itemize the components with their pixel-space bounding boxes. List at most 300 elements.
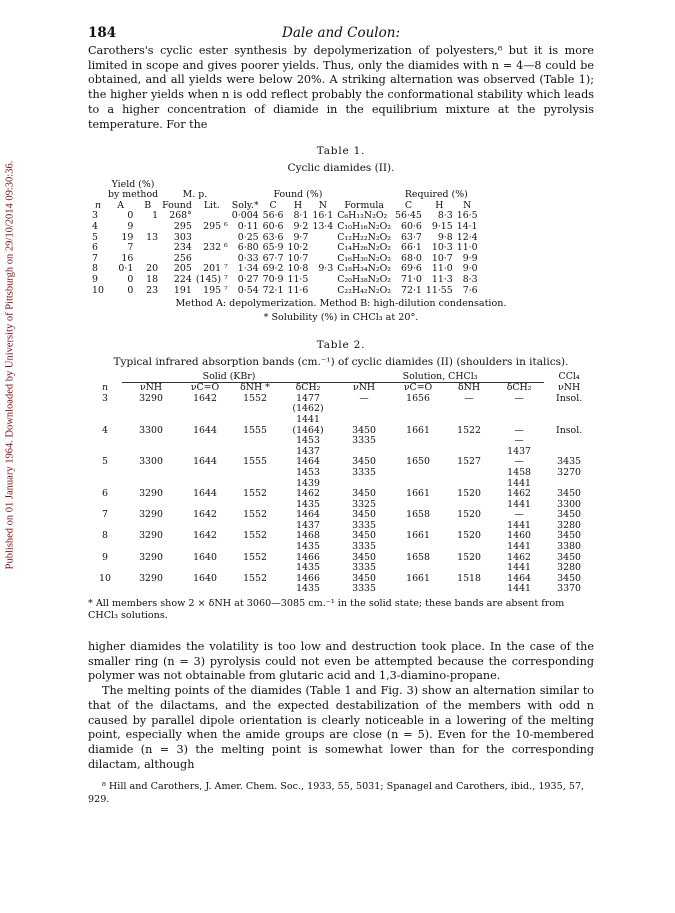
table2-cell-line: 1441 [296, 413, 320, 425]
table2-cell [280, 457, 336, 489]
table1-cell: 8·1 [293, 210, 309, 222]
table2-footnote: * All members show 2 × δNH at 3060—3085 cm.⁻¹ in the solid state; these bands are absent from CHCl₃ solutions. [88, 598, 565, 622]
col-header: Lit. [203, 199, 220, 211]
mp-header: M. p. [182, 189, 208, 201]
table1-cell: (145) ⁷ [195, 273, 228, 285]
table2-cell-line: — [514, 392, 524, 404]
table2-cell [336, 426, 392, 458]
table2-cell [336, 489, 392, 510]
table2-group-row [88, 372, 594, 383]
table2 [88, 372, 594, 595]
table1-cell: 205 [173, 263, 192, 275]
required-header: Required (%) [404, 189, 468, 201]
table2-cell [336, 553, 392, 574]
table2-cell: 1642 [193, 392, 217, 404]
table1-cell: 10·2 [287, 242, 309, 254]
table2-cell-line: 3280 [557, 519, 582, 531]
table2-row [88, 457, 594, 489]
table1-cell: 69·6 [401, 263, 422, 275]
table2-cell: 3290 [139, 551, 163, 563]
table2-cell: 1552 [243, 551, 267, 563]
table2-cell [336, 510, 392, 531]
table2-cell: 3 [102, 392, 108, 404]
table2-cell-line: 3335 [352, 435, 376, 447]
table2-cell-line: 3450 [352, 551, 376, 563]
table1-cell: 56·6 [262, 210, 284, 222]
table2-cell: 1552 [243, 392, 267, 404]
table1-cell: 9·9 [462, 252, 478, 264]
table1-cell: 20 [146, 263, 159, 275]
table2-cell-line: 1441 [507, 498, 531, 510]
table1-cell: 11·6 [287, 284, 309, 296]
table1-cell: 9·0 [462, 263, 478, 275]
table2-body [88, 394, 594, 595]
table2-cell: 3290 [139, 509, 163, 521]
table1-cell: 9·8 [437, 231, 453, 243]
col-header: νC=O [403, 382, 433, 394]
table1-cell: 9·3 [318, 263, 334, 275]
table1-cell: 5 [92, 231, 98, 243]
table1-cell: 60·6 [262, 221, 284, 232]
table1-cell: 7 [92, 252, 98, 264]
table2-cell: 1656 [406, 392, 430, 404]
table2-cell-line: 1441 [507, 541, 531, 553]
table2-row [88, 553, 594, 574]
table2-cell [544, 457, 594, 489]
table2-cell-line: 1460 [507, 530, 531, 542]
table1-cell: 72·1 [401, 284, 422, 296]
table1-cell: 16·5 [456, 210, 478, 222]
table2-cell: 3290 [139, 572, 163, 584]
table1-cell: 10·7 [287, 252, 309, 264]
table2-cell-line: — [514, 435, 524, 447]
table1-cell: 66·1 [401, 242, 422, 254]
table2-cell-line: — [514, 456, 524, 468]
table2-cell: 1640 [193, 551, 217, 563]
col-header: Formula [344, 199, 384, 211]
table1-cell: C₂₀H₃₈N₂O₂ [337, 273, 392, 285]
table1-cell [135, 243, 160, 254]
table2-cell: 4 [102, 424, 108, 436]
table2-cell-line: 1441 [507, 562, 531, 574]
table2-cell: 1555 [243, 456, 267, 468]
table2-cell: 1642 [193, 530, 217, 542]
table2-cell: 9 [102, 551, 108, 563]
table2-cell: 6 [102, 488, 108, 500]
table2-row [88, 574, 594, 595]
table2-cell [280, 553, 336, 574]
table1-cell: 0 [127, 210, 134, 222]
table2-cell: 8 [102, 530, 108, 542]
table2-cell-line: 1435 [296, 562, 320, 574]
table2-cell [494, 510, 544, 531]
table1-cell: 72·1 [262, 284, 284, 296]
table2-cell [544, 489, 594, 510]
table1-cell: 70·9 [262, 273, 284, 285]
table2-cell-line: 3335 [352, 466, 376, 478]
table1-cell [310, 275, 335, 286]
page-footnote: ⁸ Hill and Carothers, J. Amer. Chem. Soc., 1933, 55, 5031; Spanagel and Carothers, ibid., 1935, 57, 929. [88, 781, 585, 805]
table2-cell-line: — [359, 392, 369, 404]
table2-cell [544, 553, 594, 574]
table1-cell: C₂₂H₄₂N₂O₂ [337, 284, 392, 296]
table2-cell [336, 394, 392, 426]
table2-cell [336, 457, 392, 489]
table2-cell [280, 510, 336, 531]
table1-cell: C₁₀H₁₆N₂O₂ [337, 221, 392, 232]
table2-cell [544, 426, 594, 458]
table1-cell: 11·55 [425, 284, 453, 296]
table2-cell-line: 1453 [296, 466, 320, 478]
table1-label: Table 1. [316, 145, 366, 158]
table2-cell [494, 457, 544, 489]
table2-cell: 1661 [406, 488, 430, 500]
table2-cell-line: 1464 [296, 509, 320, 521]
table1-cell: C₁₄H₂₆N₂O₂ [337, 242, 392, 254]
table2-cell-line: 1458 [507, 466, 531, 478]
table1-cell: 195 ⁷ [203, 284, 228, 296]
table1-cell: 9·7 [293, 231, 309, 243]
table1-cell: 224 [173, 273, 192, 285]
table1-cell: 0·11 [237, 221, 259, 232]
table1-row [90, 286, 480, 297]
solution-group-header: Solution, CHCl₃ [336, 372, 544, 383]
table2-cell-line: 3300 [557, 498, 582, 510]
download-notice-text: Published on 01 January 1964. Downloaded by University of Pittsburgh on 29/10/2014 09:30:36. [4, 160, 16, 570]
table2-cell-line: (1462) [292, 403, 324, 415]
table2-cell [494, 553, 544, 574]
table2-label: Table 2. [316, 339, 366, 352]
table2-cell-line: 1462 [507, 488, 531, 500]
table2-cell-line: 1439 [296, 477, 320, 489]
download-notice [3, 105, 17, 625]
table1-cell: 234 [173, 242, 192, 254]
table1-cell: 13·4 [312, 221, 334, 232]
table1-cell: 0·54 [237, 284, 259, 296]
running-title: Dale and Coulon: [282, 25, 400, 41]
table2-cell-line: 3335 [352, 583, 376, 595]
table2-cell: 1644 [193, 424, 217, 436]
table2-cell: 3290 [139, 488, 163, 500]
table1-cell: 6·80 [237, 242, 259, 254]
table2-cell-line: 1462 [507, 551, 531, 563]
table2-cell [544, 531, 594, 552]
table1-cell: 63·6 [262, 231, 284, 243]
table1-cell: 11·3 [431, 273, 453, 285]
page-header [88, 26, 594, 44]
table1-cell: 295 [173, 221, 192, 232]
table1-cell: 9 [92, 273, 98, 285]
table1-cell: 14·1 [456, 221, 478, 232]
col-header: A [117, 199, 125, 211]
paragraph-melting-points: The melting points of the diamides (Table 1 and Fig. 3) show an alternation similar to that of the dilactams, and the expected destabilization of the members with odd n caused by parallel dipole orientation is clearly noticeable in a lowering of the melting point, especially when the amide groups are close (n = 5). Even for the 10-membered diamide (n = 3) the melting point is somewhat lower than for the corresponding dilactam, although [88, 684, 594, 771]
col-header: νNH [139, 382, 163, 394]
table2-cell: 3300 [139, 424, 163, 436]
table2-cell-line: 3450 [352, 488, 376, 500]
page-number: 184 [88, 25, 117, 41]
table2-cell-line: 3450 [352, 424, 376, 436]
table2-cell: 3290 [139, 530, 163, 542]
table2-cell-line: 3450 [352, 530, 376, 542]
col-header: C [269, 199, 277, 211]
table1-cell: 65·9 [262, 242, 284, 254]
table2-cell-line: — [514, 424, 524, 436]
col-header: δNH * [240, 382, 270, 394]
col-header: νNH [558, 381, 581, 393]
table2-cell-line: 1453 [296, 435, 320, 447]
table1-cell: 8·3 [437, 210, 453, 222]
table1-cell: 56·45 [395, 210, 422, 222]
table1-row [90, 275, 480, 286]
table2-cell-line: 1435 [296, 498, 320, 510]
col-header: δCH₂ [295, 382, 321, 394]
col-header: δCH₂ [506, 382, 532, 394]
table2-cell: 1658 [406, 551, 430, 563]
table1-method-note: Method A: depolymerization. Method B: high-dilution condensation. [175, 298, 507, 310]
table1-cell: 3 [92, 210, 98, 222]
table1-cell: 232 ⁶ [203, 242, 228, 254]
table2-cell: 7 [102, 509, 108, 521]
table1-solubility-note: * Solubility (%) in CHCl₃ at 20°. [263, 312, 419, 324]
yield-header: Yield (%) [111, 178, 155, 190]
ccl4-group-header: CCl₄ [558, 370, 580, 382]
table2-title: Typical infrared absorption bands (cm.⁻¹) of cyclic diamides (II) (shoulders in italics). [113, 355, 569, 368]
table2-cell [280, 531, 336, 552]
table1-cell: 19 [121, 231, 134, 243]
table2-cell-line: 1441 [507, 583, 531, 595]
table2-cell: 1555 [243, 424, 267, 436]
table2-cell-line: 3325 [352, 498, 376, 510]
table2-cell [280, 489, 336, 510]
table1-cell: 11·0 [431, 263, 453, 275]
table2-cell-line: Insol. [556, 392, 583, 404]
table2-cell: 1518 [457, 572, 481, 584]
table1-cell: 1 [152, 210, 159, 222]
table2-cell [494, 426, 544, 458]
table2-cell: 1661 [406, 424, 430, 436]
col-header: n [94, 199, 101, 211]
table2-cell-line: 3450 [557, 530, 582, 542]
table2-cell-line: 3435 [557, 456, 582, 468]
table1-cell: 69·2 [262, 263, 284, 275]
table2-cell-line: 3450 [557, 572, 582, 584]
paragraph-after-tables: higher diamides the volatility is too low and destruction took place. In the case of the smaller ring (n = 3) pyrolysis could not even be attempted because the corresponding polymer was not obtainable from glutaric acid and 1,3-diamino-propane. [88, 640, 594, 683]
table1-cell: 11·5 [287, 273, 309, 285]
col-header: Soly.* [231, 199, 259, 211]
table1-cell: C₁₂H₂₂N₂O₂ [337, 231, 392, 243]
table2-cell-line: 1437 [296, 519, 320, 531]
table2-cell: 1552 [243, 572, 267, 584]
table2-cell: 1527 [457, 456, 481, 468]
col-header: N [463, 199, 472, 211]
table1-cell: 0 [127, 273, 134, 285]
table2-cell: 1552 [243, 509, 267, 521]
table2-cell-line: 3450 [352, 572, 376, 584]
table2-cell-line: 1466 [296, 551, 320, 563]
col-header: νC=O [190, 382, 220, 394]
table2-cell: 1640 [193, 572, 217, 584]
table2-cell [544, 394, 594, 426]
table1 [90, 180, 480, 297]
table1-cell: 16 [121, 252, 134, 264]
table1-cell: 10·7 [431, 252, 453, 264]
table2-cell [544, 510, 594, 531]
table2-row [88, 510, 594, 531]
table2-cell [494, 489, 544, 510]
table2-cell-line: 3380 [557, 541, 582, 553]
table2-cell [336, 574, 392, 595]
solid-group-header: Solid (KBr) [122, 372, 336, 383]
table2-cell-line: 3450 [352, 509, 376, 521]
table1-row [90, 222, 480, 233]
table2-cell-line: 1437 [507, 445, 531, 457]
col-header: Found [162, 199, 192, 211]
table1-cell: 16·1 [312, 210, 334, 222]
table1-cell: 10·3 [431, 242, 453, 254]
table2-cell-line: 1441 [507, 477, 531, 489]
table1-cell: 67·7 [262, 252, 284, 264]
col-header: H [435, 199, 444, 211]
table2-cell [336, 531, 392, 552]
table1-cell: 9·2 [293, 221, 309, 232]
table1-cell: 0·1 [118, 263, 134, 275]
table1-cell: 0·25 [237, 231, 259, 243]
table2-cell-line: 1466 [296, 572, 320, 584]
table2-cell-line: — [514, 509, 524, 521]
table1-cell: 0·004 [231, 210, 259, 222]
table2-cell-line: 3270 [557, 466, 582, 478]
table2-cell-line: Insol. [556, 424, 583, 436]
table1-cell: 11·0 [456, 242, 478, 254]
table2-row [88, 531, 594, 552]
table1-cell: 303 [173, 231, 192, 243]
table1-cell: 0·27 [237, 273, 259, 285]
table1-cell [135, 222, 160, 233]
table2-cell-line: 1464 [507, 572, 531, 584]
table1-cell: 9·15 [431, 221, 453, 232]
table2-cell-line: 1437 [296, 445, 320, 457]
table2-cell-line: 3335 [352, 519, 376, 531]
table2-cell: 1552 [243, 488, 267, 500]
table1-cell: 256 [173, 252, 192, 264]
table2-cell: 1552 [243, 530, 267, 542]
table2-cell-line: 3370 [557, 583, 582, 595]
table1-cell: 60·6 [401, 221, 422, 232]
table2-cell: 5 [102, 456, 108, 468]
table1-cell: 201 ⁷ [203, 263, 228, 275]
table1-cell: 71·0 [401, 273, 422, 285]
col-header: N [318, 199, 327, 211]
table2-cell: 1661 [406, 572, 430, 584]
table1-cell: 18 [146, 273, 159, 285]
table1-cell: 68·0 [401, 252, 422, 264]
table1-cell: 8·3 [462, 273, 478, 285]
table1-cell: 4 [92, 221, 98, 232]
col-header: νNH [353, 382, 376, 394]
table1-cell: 63·7 [401, 231, 422, 243]
table2-cell: 1520 [457, 488, 481, 500]
table2-cell-line: 1435 [296, 541, 320, 553]
table2-cell: 1650 [406, 456, 430, 468]
table1-cell: 7·6 [462, 284, 478, 296]
table1-cell: 13 [146, 231, 159, 243]
table2-cell-line: 1441 [507, 519, 531, 531]
table2-cell-line: 3450 [557, 509, 582, 521]
col-header: δNH [458, 382, 481, 394]
table1-cell: 0·33 [237, 252, 259, 264]
table2-row [88, 426, 594, 458]
table2-cell-line: 1435 [296, 583, 320, 595]
table2-cell [494, 574, 544, 595]
table1-cell: 23 [146, 284, 159, 296]
table2-cell-line: 3450 [352, 456, 376, 468]
table2-cell: 3300 [139, 456, 163, 468]
table1-cell: 10·8 [287, 263, 309, 275]
table2-cell-line: (1464) [292, 424, 324, 436]
table2-cell [544, 574, 594, 595]
table1-cell [310, 243, 335, 254]
table1-cell: C₁₆H₃₀N₂O₂ [337, 252, 392, 264]
table1-cell: 7 [127, 242, 134, 254]
table1-cell: 295 ⁶ [203, 221, 228, 232]
table1-cell: C₁₈H₃₄N₂O₂ [337, 263, 392, 275]
table2-cell-line: 3335 [352, 562, 376, 574]
page [88, 26, 594, 806]
table2-cell: — [464, 392, 474, 404]
table2-cell [280, 426, 336, 458]
table1-cell: 12·4 [456, 231, 478, 243]
table2-cell-line: 1462 [296, 488, 320, 500]
table1-cell [310, 233, 335, 244]
table2-cell-line: 3450 [557, 551, 582, 563]
table2-cell: 10 [99, 572, 111, 584]
intro-paragraph: Carothers's cyclic ester synthesis by depolymerization of polyesters,⁸ but it is more limited in scope and gives poorer yields. Thus, only the diamides with n = 4—8 could be obtained, and all yields were below 20%. A striking alternation was observed (Table 1); the higher yields when n is odd reflect probably the conformational stability which leads to a higher concentration of diamide in the equilibrium mixture at the pyrolysis temperature. For the [88, 44, 594, 131]
table1-cell: 0 [127, 284, 134, 296]
table1-cell: 6 [92, 242, 98, 254]
table2-cell-line: 3280 [557, 562, 582, 574]
table1-title: Cyclic diamides (II). [287, 161, 395, 174]
table1-cell: 191 [173, 284, 192, 296]
table1-cell: 268° [169, 210, 192, 222]
col-header: B [144, 199, 152, 211]
table2-cell: 1520 [457, 551, 481, 563]
table1-cell: 9 [127, 221, 134, 232]
table2-cell-line: 3450 [557, 488, 582, 500]
table1-cell [310, 286, 335, 297]
table1-cell: 8 [92, 263, 98, 275]
table1-cell: C₆H₁₂N₂O₂ [337, 210, 388, 222]
table2-row [88, 394, 594, 426]
col-header: C [404, 199, 413, 211]
table2-cell: 1658 [406, 509, 430, 521]
table2-row [88, 489, 594, 510]
table2-cell [494, 394, 544, 426]
table2-cell [280, 574, 336, 595]
table2-cell: 1644 [193, 456, 217, 468]
table2-cell: 1520 [457, 509, 481, 521]
table1-cell: 10 [92, 284, 104, 296]
table2-cell: 1522 [457, 424, 481, 436]
found-header: Found (%) [273, 189, 323, 201]
table2-cell: 1644 [193, 488, 217, 500]
table2-cell-line: 1468 [296, 530, 320, 542]
col-header: H [293, 199, 303, 211]
table2-cell [494, 531, 544, 552]
by-method-header: by method [107, 189, 159, 201]
table2-cell: 1642 [193, 509, 217, 521]
table2-cell-line: 3335 [352, 541, 376, 553]
col-header: n [101, 381, 109, 393]
